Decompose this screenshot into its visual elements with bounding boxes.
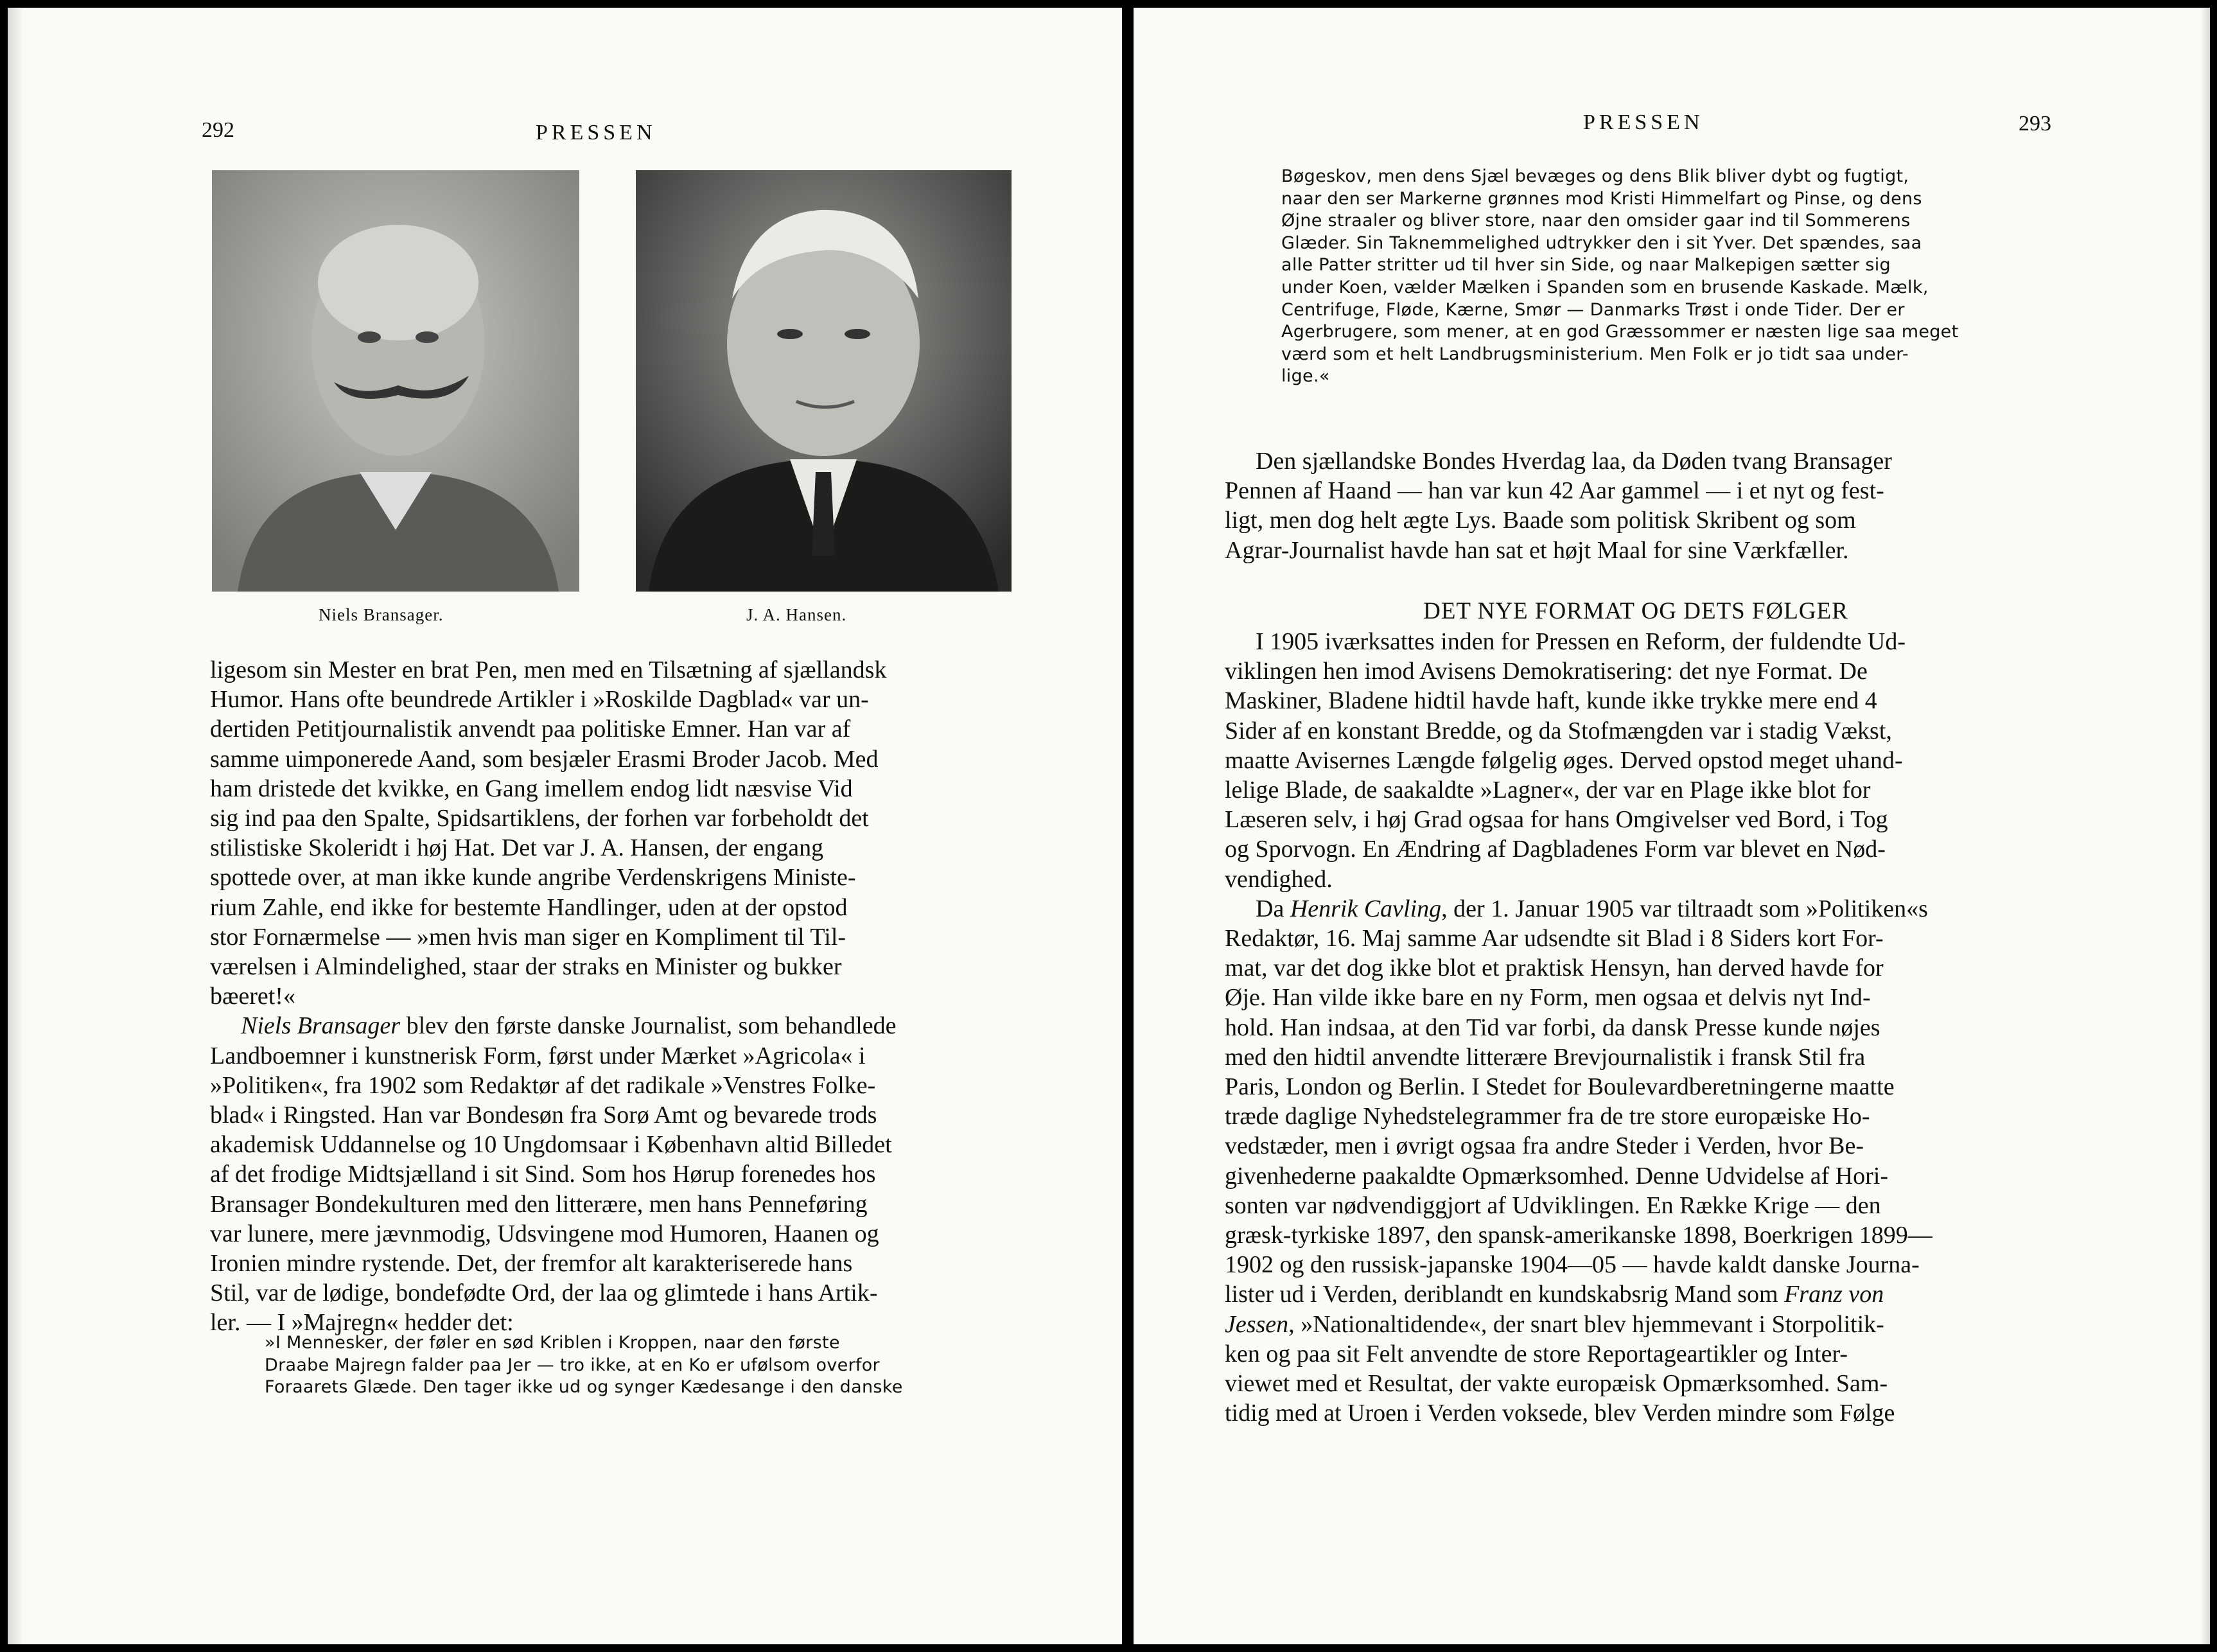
portrait-photo-hansen xyxy=(636,170,1012,592)
text-line xyxy=(1225,1279,2047,1309)
quote-line: alle Patter stritter ud til hver sin Side, og naar Malkepigen sætter sig xyxy=(1281,255,1891,276)
running-head: PRESSEN xyxy=(1583,110,1704,134)
text-line: givenhederne paakaldte Opmærksomhed. Denne Udvidelse af Hori- xyxy=(1225,1162,1889,1190)
text-line: Øje. Han vilde ikke bare en ny Form, men ogsaa et delvis nyt Ind- xyxy=(1225,984,1871,1012)
text-line: vedstæder, men i øvrigt ogsaa fra andre Steder i Verden, hvor Be- xyxy=(1225,1132,1864,1160)
text-line: ken og paa sit Felt anvendte de store Reportageartikler og Inter- xyxy=(1225,1340,1848,1367)
portrait-photo-bransager xyxy=(212,170,579,592)
photo-caption: Niels Bransager. xyxy=(319,605,444,624)
text-line: Landboemner i kunstnerisk Form, først under Mærket »Agricola« i xyxy=(210,1042,866,1069)
person-name: Franz von xyxy=(1784,1281,1884,1308)
quote-line: Agerbrugere, som mener, at en god Græssommer er næsten lige saa meget xyxy=(1281,322,1959,342)
page-number: 292 xyxy=(202,118,234,142)
text-line: ler. — I »Majregn« hedder det: xyxy=(210,1309,514,1337)
photo-caption: J. A. Hansen. xyxy=(746,605,847,624)
quote-line: værd som et helt Landbrugsministerium. Men Folk er jo tidt saa under- xyxy=(1281,344,1909,364)
quote-line: Øjne straaler og bliver store, naar den omsider gaar ind til Sommerens xyxy=(1281,211,1911,231)
text-line: vendighed. xyxy=(1225,865,1333,893)
body-text xyxy=(1225,446,2047,565)
text-line: I 1905 iværksattes inden for Pressen en Reform, der fuldendte Ud- xyxy=(1256,628,1906,655)
body-text xyxy=(1225,627,2047,1428)
text-line: med den hidtil anvendte litterære Brevjournalistik i fransk Stil fra xyxy=(1225,1043,1866,1071)
block-quote xyxy=(265,1332,1021,1399)
section-heading: DET NYE FORMAT OG DETS FØLGER xyxy=(1423,598,1848,624)
quote-line: »I Mennesker, der føler en sød Kriblen i Kroppen, naar den første xyxy=(265,1333,840,1353)
text-line: dertiden Petitjournalistik anvendt paa politiske Emner. Han var af xyxy=(210,716,851,743)
text-line: og Sporvogn. En Ændring af Dagbladenes Form var blevet en Nød- xyxy=(1225,836,1886,863)
text-span: »Nationaltidende«, der snart blev hjemmevant i Storpolitik- xyxy=(1294,1310,1884,1338)
left-page xyxy=(8,8,1122,1644)
person-name: Henrik Cavling xyxy=(1290,895,1442,922)
text-line: spottede over, at man ikke kunde angribe Verdenskrigens Ministe- xyxy=(210,864,856,892)
text-line: træde daglige Nyhedstelegrammer fra de tre store europæiske Ho- xyxy=(1225,1103,1870,1130)
text-line: blad« i Ringsted. Han var Bondesøn fra Sorø Amt og bevarede trods xyxy=(210,1102,877,1129)
quote-line: Bøgeskov, men dens Sjæl bevæges og dens Blik bliver dybt og fugtigt, xyxy=(1281,166,1909,186)
body-text xyxy=(210,655,1021,1338)
quote-line: naar den ser Markerne grønnes mod Kristi Himmelfart og Pinse, og dens xyxy=(1281,188,1922,209)
running-head: PRESSEN xyxy=(536,121,656,145)
page-number: 293 xyxy=(2019,112,2051,136)
text-line: rium Zahle, end ikke for bestemte Handlinger, uden at der opstod xyxy=(210,893,848,921)
text-line xyxy=(210,1011,1021,1041)
text-line: viklingen hen imod Avisens Demokratisering: det nye Format. De xyxy=(1225,658,1868,685)
quote-line: Foraarets Glæde. Den tager ikke ud og synger Kædesange i den danske xyxy=(265,1377,903,1398)
text-line: Læseren selv, i høj Grad ogsaa for hans Omgivelser ved Bord, i Tog xyxy=(1225,806,1888,834)
text-line: samme uimponerede Aand, som besjæler Erasmi Broder Jacob. Med xyxy=(210,745,879,773)
text-line: stor Fornærmelse — »men hvis man siger en Kompliment til Til- xyxy=(210,923,846,951)
text-line: af det frodige Midtsjælland i sit Sind. Som hos Hørup forenedes hos xyxy=(210,1161,876,1188)
text-line: Redaktør, 16. Maj samme Aar udsendte sit Blad i 8 Siders kort For- xyxy=(1225,925,1884,953)
text-line: maatte Avisernes Længde følgelig øges. Derved opstod meget uhand- xyxy=(1225,746,1903,774)
quote-line: Draabe Majregn falder paa Jer — tro ikke, at en Ko er ufølsom overfor xyxy=(265,1355,880,1375)
text-span: lister ud i Verden, deriblandt en kundskabsrig Mand som xyxy=(1225,1281,1785,1308)
text-line: tidig med at Uroen i Verden voksede, blev Verden mindre som Følge xyxy=(1225,1400,1895,1427)
quote-line: Centrifuge, Fløde, Kærne, Smør — Danmarks Trøst i onde Tider. Der er xyxy=(1281,299,1905,320)
text-line: Stil, var de lødige, bondefødte Ord, der laa og glimtede i hans Artik- xyxy=(210,1279,878,1307)
text-line: ligt, men dog helt ægte Lys. Baade som politisk Skribent og som xyxy=(1225,507,1856,534)
person-name: Jessen, xyxy=(1225,1310,1295,1338)
quote-line: lige.« xyxy=(1281,366,1330,387)
text-line: mat, var det dog ikke blot et praktisk Hensyn, han derved havde for xyxy=(1225,954,1884,982)
text-line: var lunere, mere jævnmodig, Udsvingene mod Humoren, Haanen og xyxy=(210,1220,879,1247)
text-line: »Politiken«, fra 1902 som Redaktør af det radikale »Venstres Folke- xyxy=(210,1071,876,1099)
text-line: ham dristede det kvikke, en Gang imellem endog lidt næsvise Vid xyxy=(210,775,853,802)
text-line: sonten var nødvendiggjort af Udviklingen. En Række Krige — den xyxy=(1225,1191,1881,1219)
text-line: lelige Blade, de saakaldte »Lagner«, der var en Plage ikke blot for xyxy=(1225,777,1871,804)
text-line: ligesom sin Mester en brat Pen, men med en Tilsætning af sjællandsk xyxy=(210,656,887,683)
text-line: Sider af en konstant Bredde, og da Stofmængden var i stadig Vækst, xyxy=(1225,717,1892,744)
text-line: Humor. Hans ofte beundrede Artikler i »Roskilde Dagblad« var un- xyxy=(210,686,869,714)
text-line: værelsen i Almindelighed, staar der straks en Minister og bukker xyxy=(210,953,842,981)
quote-line: under Koen, vælder Mælken i Spanden som en brusende Kaskade. Mælk, xyxy=(1281,277,1929,297)
text-line xyxy=(1225,1310,2047,1339)
text-line: Maskiner, Bladene hidtil havde haft, kunde ikke trykke mere end 4 xyxy=(1225,687,1877,715)
block-quote xyxy=(1281,166,2046,388)
text-span: , der 1. Januar 1905 var tiltraadt som »Politiken«s xyxy=(1441,895,1928,922)
portrait-photo-icon xyxy=(636,170,1012,592)
text-line: Den sjællandske Bondes Hverdag laa, da Døden tvang Bransager xyxy=(1256,448,1892,475)
portrait-photo-icon xyxy=(212,170,579,592)
text-line: græsk-tyrkiske 1897, den spansk-amerikanske 1898, Boerkrigen 1899— xyxy=(1225,1222,1932,1249)
text-span: blev den første danske Journalist, som behandlede xyxy=(400,1012,897,1040)
right-page xyxy=(1134,8,2210,1644)
text-line: bæeret!« xyxy=(210,983,295,1010)
text-line: Agrar-Journalist havde han sat et højt Maal for sine Værkfæller. xyxy=(1225,536,1849,564)
person-name: Niels Bransager xyxy=(241,1012,401,1040)
text-span: Da xyxy=(1256,895,1290,922)
text-line: 1902 og den russisk-japanske 1904—05 — havde kaldt danske Journa- xyxy=(1225,1251,1920,1279)
text-line: viewet med et Resultat, der vakte europæisk Opmærksomhed. Sam- xyxy=(1225,1370,1888,1398)
text-line: Bransager Bondekulturen med den litterære, men hans Penneføring xyxy=(210,1190,868,1218)
text-line: Ironien mindre rystende. Det, der fremfor alt karakteriserede hans xyxy=(210,1250,853,1278)
text-line: stilistiske Skoleridt i høj Hat. Det var J. A. Hansen, der engang xyxy=(210,834,824,862)
text-line: Paris, London og Berlin. I Stedet for Boulevardberetningerne maatte xyxy=(1225,1073,1895,1101)
quote-line: Glæder. Sin Taknemmelighed udtrykker den i sit Yver. Det spændes, saa xyxy=(1281,233,1922,253)
text-line xyxy=(1225,894,2047,924)
text-line: akademisk Uddannelse og 10 Ungdomsaar i København altid Billedet xyxy=(210,1131,892,1159)
text-line: hold. Han indsaa, at den Tid var forbi, da dansk Presse kunde nøjes xyxy=(1225,1014,1880,1041)
text-line: sig ind paa den Spalte, Spidsartiklens, der forhen var forbeholdt det xyxy=(210,805,869,832)
text-line: Pennen af Haand — han var kun 42 Aar gammel — i et nyt og fest- xyxy=(1225,477,1884,505)
